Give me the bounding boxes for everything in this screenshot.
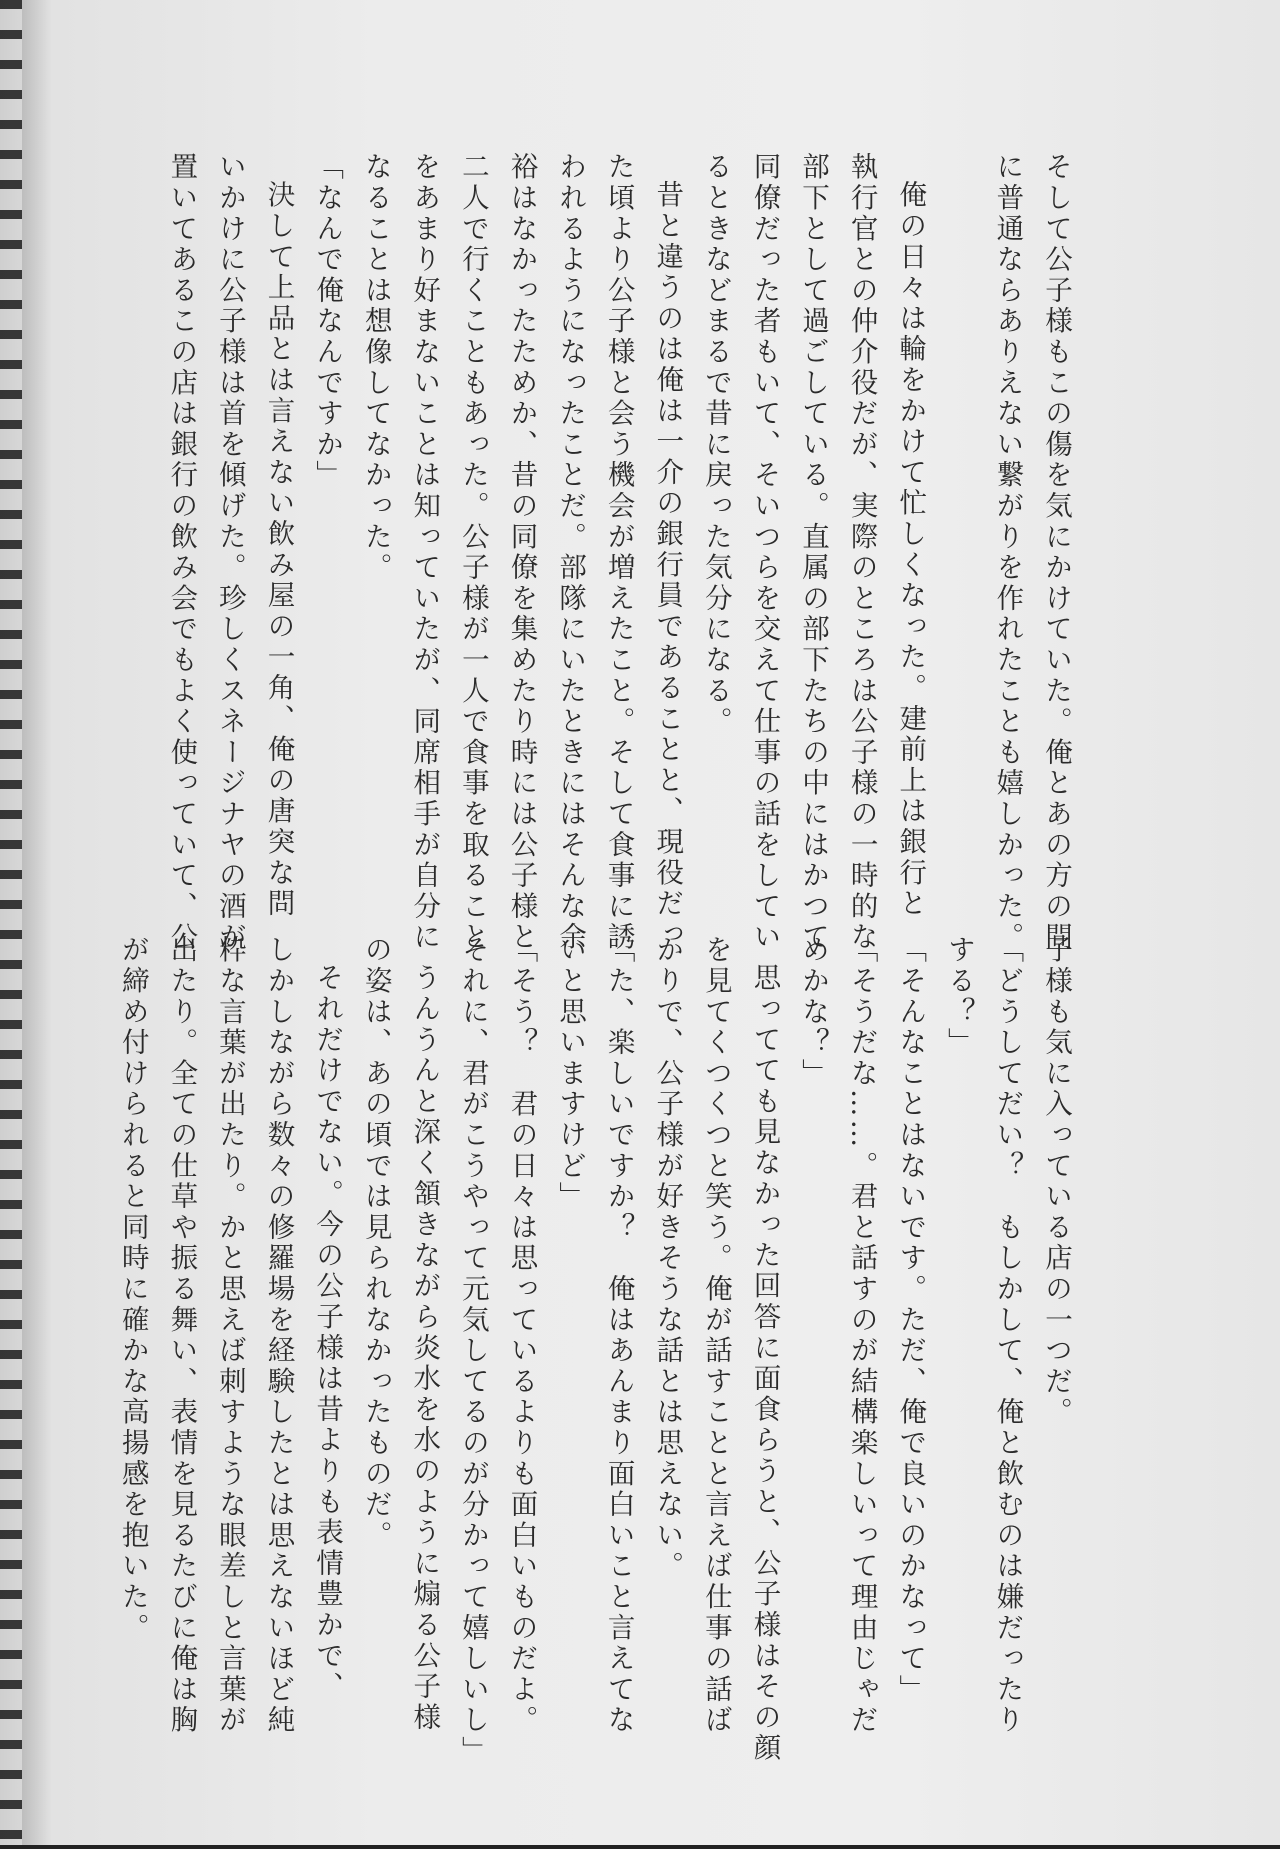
text-column: が締め付けられると同時に確かな高揚感を抱いた。 xyxy=(116,935,149,1644)
text-column: かりで、公子様が好きそうな話とは思えない。 xyxy=(651,935,684,1582)
text-column: 同僚だった者もいて、そいつらを交えて仕事の話をしてい xyxy=(748,152,781,953)
text-column: 決して上品とは言えない飲み屋の一角、俺の唐突な問 xyxy=(262,179,295,919)
text-column: 二人で行くこともあった。公子様が一人で食事を取ること xyxy=(456,152,489,953)
page-bottom-edge xyxy=(0,1845,1280,1849)
text-column xyxy=(934,152,983,912)
text-column: 部下として過ごしている。直属の部下たちの中にはかつて xyxy=(797,152,830,953)
text-column: 置いてあるこの店は銀行の飲み会でもよく使っていて、公 xyxy=(165,152,198,953)
text-column: 思ってても見なかった回答に面食らうと、公子様はその顔 xyxy=(748,962,781,1764)
text-column: に普通ならありえない繋がりを作れたことも嬉しかった。 xyxy=(991,152,1024,953)
text-column: 俺の日々は輪をかけて忙しくなった。建前上は銀行と xyxy=(894,179,927,919)
text-column: いと思いますけど」 xyxy=(554,935,587,1213)
binding-shadow xyxy=(22,0,52,1849)
text-column: 「そう？ 君の日々は思っているよりも面白いものだよ。 xyxy=(505,935,538,1736)
text-column: そして公子様もこの傷を気にかけていた。俺とあの方の間 xyxy=(1040,152,1072,953)
text-column: それだけでない。今の公子様は昔よりも表情豊かで、 xyxy=(311,962,344,1702)
text-column: する？」 xyxy=(942,935,975,1059)
text-column: 「なんで俺なんですか」 xyxy=(311,152,344,491)
text-column: た頃より公子様と会う機会が増えたこと。そして食事に誘 xyxy=(602,152,635,953)
text-column: めかな？」 xyxy=(797,935,830,1089)
text-column: いかけに公子様は首を傾げた。珍しくスネージナヤの酒が xyxy=(213,152,246,953)
text-column: しかしながら数々の修羅場を経験したとは思えないほど純 xyxy=(262,935,295,1736)
text-block-bottom xyxy=(116,935,1080,1767)
text-column: の姿は、あの頃では見られなかったものだ。 xyxy=(359,935,392,1551)
text-block-top xyxy=(165,152,1080,953)
text-column: なることは想像してなかった。 xyxy=(359,152,392,584)
text-column: 「どうしてだい？ もしかして、俺と飲むのは嫌だったり xyxy=(991,935,1024,1736)
binding-edge xyxy=(0,0,22,1849)
text-column: うんうんと深く頷きながら炎水を水のように煽る公子様 xyxy=(408,962,441,1733)
text-column: 執行官との仲介役だが、実際のところは公子様の一時的な xyxy=(845,152,878,953)
text-column: をあまり好まないことは知っていたが、同席相手が自分に xyxy=(408,152,441,953)
text-column: われるようになったことだ。部隊にいたときにはそんな余 xyxy=(554,152,587,953)
text-column: 裕はなかったためか、昔の同僚を集めたり時には公子様と xyxy=(505,152,538,953)
text-column: 子様も気に入っている店の一つだ。 xyxy=(1040,935,1072,1428)
text-column: るときなどまるで昔に戻った気分になる。 xyxy=(699,152,732,738)
text-column: 粋な言葉が出たり。かと思えば刺すような眼差しと言葉が xyxy=(213,935,246,1736)
text-column: それに、君がこうやって元気してるのが分かって嬉しいし」 xyxy=(456,935,489,1767)
text-column: を見てくつくつと笑う。俺が話すことと言えば仕事の話ば xyxy=(699,935,732,1736)
text-column: 「た、楽しいですか？ 俺はあんまり面白いこと言えてな xyxy=(602,935,635,1736)
text-column: 「そんなことはないです。ただ、俺で良いのかなって」 xyxy=(894,935,927,1705)
text-column: 昔と違うのは俺は一介の銀行員であることと、現役だっ xyxy=(651,179,684,950)
text-column: 出たり。全ての仕草や振る舞い、表情を見るたびに俺は胸 xyxy=(165,935,198,1736)
text-column: 「そうだな……。君と話すのが結構楽しいって理由じゃだ xyxy=(845,935,878,1736)
